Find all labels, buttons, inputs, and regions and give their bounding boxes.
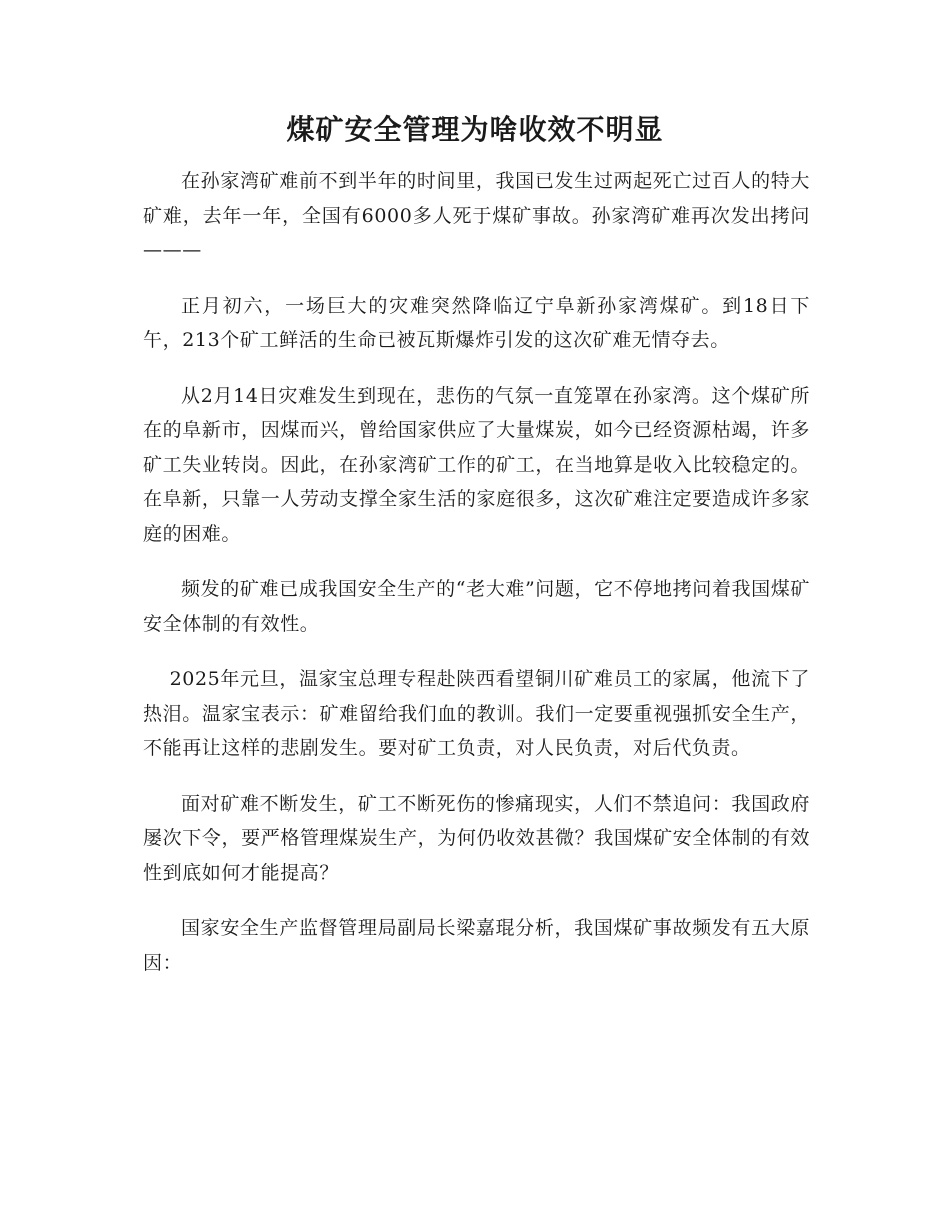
document-body [143, 164, 810, 1001]
document-title: 煤矿安全管理为啥收效不明显 [286, 113, 664, 146]
paragraph-6: 面对矿难不断发生，矿工不断死伤的惨痛现实，人们不禁追问：我国政府屡次下令，要严格管理煤炭生产，为何仍收效甚微？我国煤矿安全体制的有效性到底如何才能提高？ [143, 792, 810, 884]
paragraph-4: 频发的矿难已成我国安全生产的“老大难”问题，它不停地拷问着我国煤矿安全体制的有效性。 [143, 578, 810, 635]
paragraph-3: 从2月14日灾难发生到现在，悲伤的气氛一直笼罩在孙家湾。这个煤矿所在的阜新市，因煤而兴，曾给国家供应了大量煤炭，如今已经资源枯竭，许多矿工失业转岗。因此，在孙家湾矿工作的矿工，在当地算是收入比较稳定的。在阜新，只靠一人劳动支撑全家生活的家庭很多，这次矿难注定要造成许多家庭的困难。 [143, 384, 810, 545]
paragraph-2: 正月初六，一场巨大的灾难突然降临辽宁阜新孙家湾煤矿。到18日下午，213个矿工鲜活的生命已被瓦斯爆炸引发的这次矿难无情夺去。 [143, 294, 810, 351]
paragraph-7: 国家安全生产监督管理局副局长梁嘉琨分析，我国煤矿事故频发有五大原因： [143, 917, 810, 974]
paragraph-1: 在孙家湾矿难前不到半年的时间里，我国已发生过两起死亡过百人的特大矿难，去年一年，全国有6000多人死于煤矿事故。孙家湾矿难再次发出拷问——— [143, 170, 810, 261]
paragraph-5: 2025年元旦，温家宝总理专程赴陕西看望铜川矿难员工的家属，他流下了热泪。温家宝表示：矿难留给我们血的教训。我们一定要重视强抓安全生产，不能再让这样的悲剧发生。要对矿工负责，对人民负责，对后代负责。 [143, 668, 810, 759]
